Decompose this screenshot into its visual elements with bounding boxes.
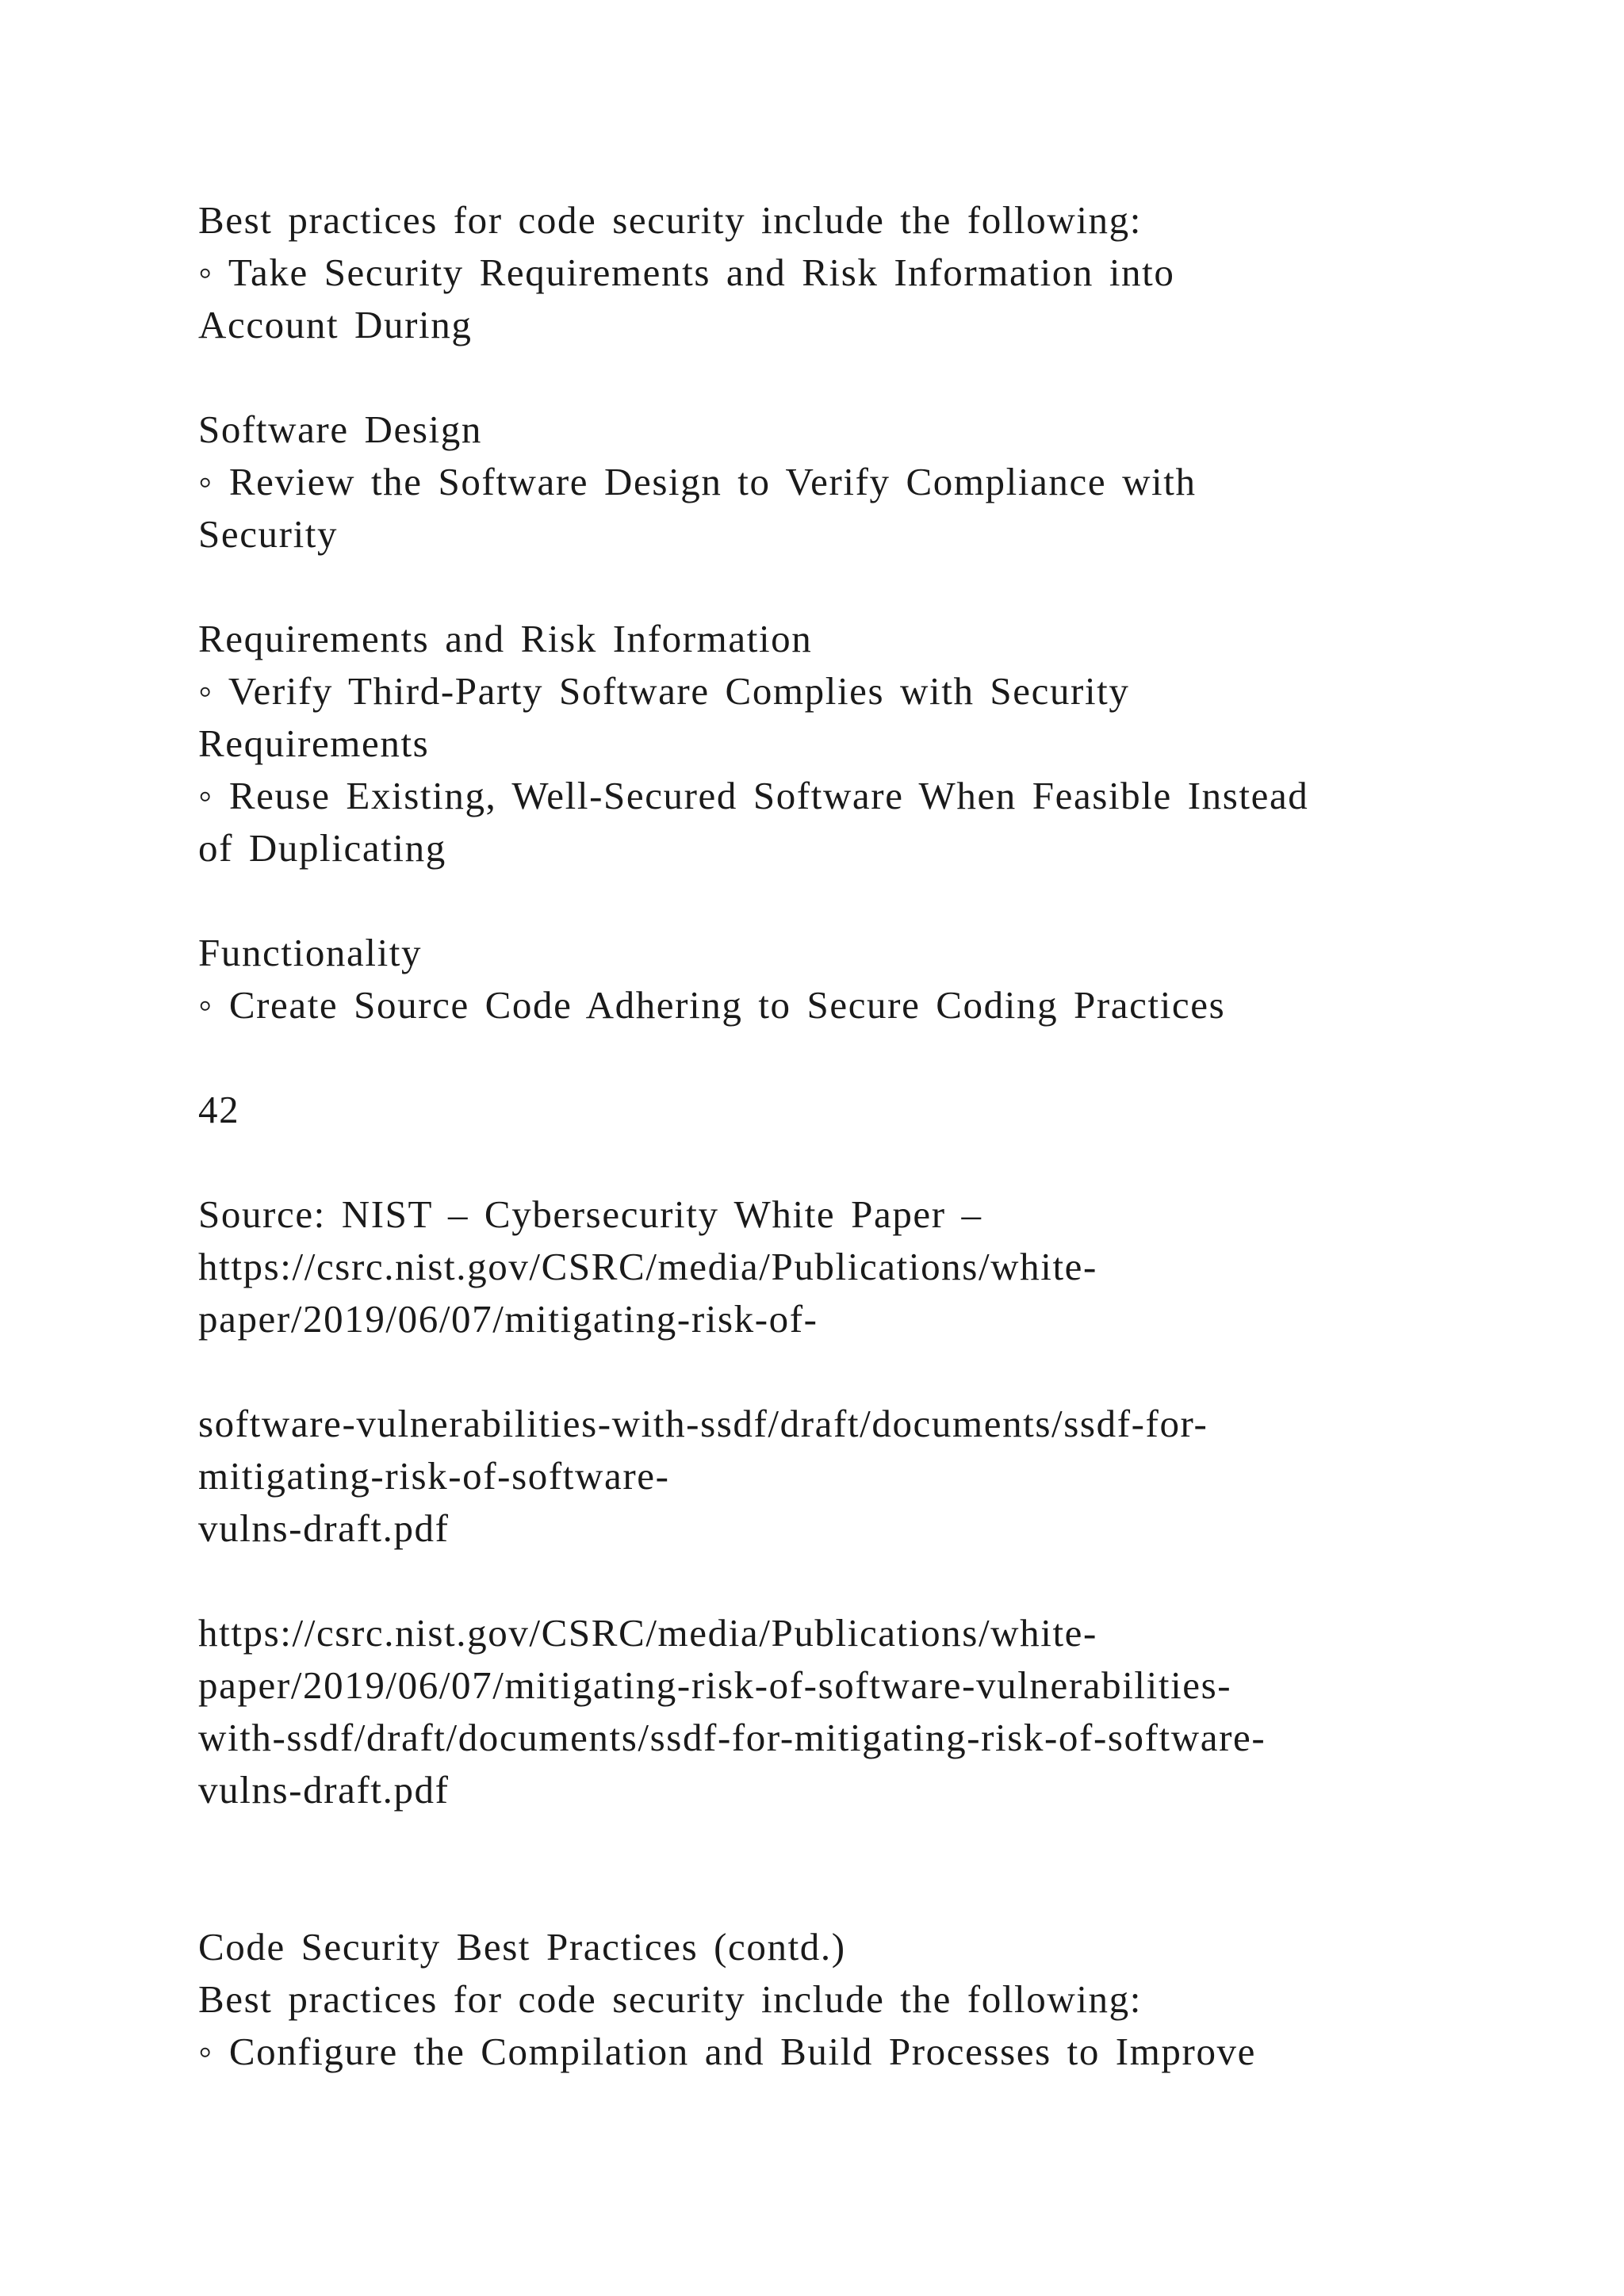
source-line-1: Source: NIST – Cybersecurity White Paper –: [198, 1192, 982, 1236]
source-url-line-4: mitigating-risk-of-software-: [198, 1454, 670, 1498]
bullet-item-3-line-2: Requirements: [198, 721, 430, 765]
source-url-line-2: paper/2019/06/07/mitigating-risk-of-: [198, 1297, 818, 1341]
bullet-item-5-line-1: ◦ Create Source Code Adhering to Secure Coding Practices: [198, 983, 1226, 1027]
url-block-line-3: with-ssdf/draft/documents/ssdf-for-mitigating-risk-of-software-: [198, 1716, 1266, 1759]
source-url-line-3: software-vulnerabilities-with-ssdf/draft/documents/ssdf-for-: [198, 1402, 1208, 1445]
bullet-item-1-line-1: ◦ Take Security Requirements and Risk Information into: [198, 251, 1175, 294]
bullet-item-1-continuation: Software Design: [198, 408, 482, 451]
bullet-item-2-continuation: Requirements and Risk Information: [198, 617, 813, 660]
url-block-line-2: paper/2019/06/07/mitigating-risk-of-software-vulnerabilities-: [198, 1663, 1232, 1707]
url-block-line-1: https://csrc.nist.gov/CSRC/media/Publications/white-: [198, 1611, 1097, 1655]
section-intro-text: Best practices for code security include the following:: [198, 1977, 1142, 2021]
section-bullet-item-1-line-1: ◦ Configure the Compilation and Build Processes to Improve: [198, 2030, 1257, 2073]
bullet-item-1-line-2: Account During: [198, 303, 473, 346]
source-url-line-1: https://csrc.nist.gov/CSRC/media/Publications/white-: [198, 1245, 1097, 1288]
bullet-item-2-line-2: Security: [198, 512, 339, 556]
slide-number: 42: [198, 1088, 240, 1131]
bullet-item-4-line-1: ◦ Reuse Existing, Well-Secured Software When Feasible Instead: [198, 774, 1309, 817]
section-title: Code Security Best Practices (contd.): [198, 1925, 846, 1969]
bullet-item-2-line-1: ◦ Review the Software Design to Verify Compliance with: [198, 460, 1197, 503]
bullet-item-4-continuation: Functionality: [198, 931, 423, 974]
intro-text: Best practices for code security include the following:: [198, 198, 1142, 242]
bullet-item-3-line-1: ◦ Verify Third-Party Software Complies with Security: [198, 669, 1130, 713]
source-url-line-5: vulns-draft.pdf: [198, 1506, 450, 1550]
url-block-line-4: vulns-draft.pdf: [198, 1768, 450, 1812]
bullet-item-4-line-2: of Duplicating: [198, 826, 446, 870]
